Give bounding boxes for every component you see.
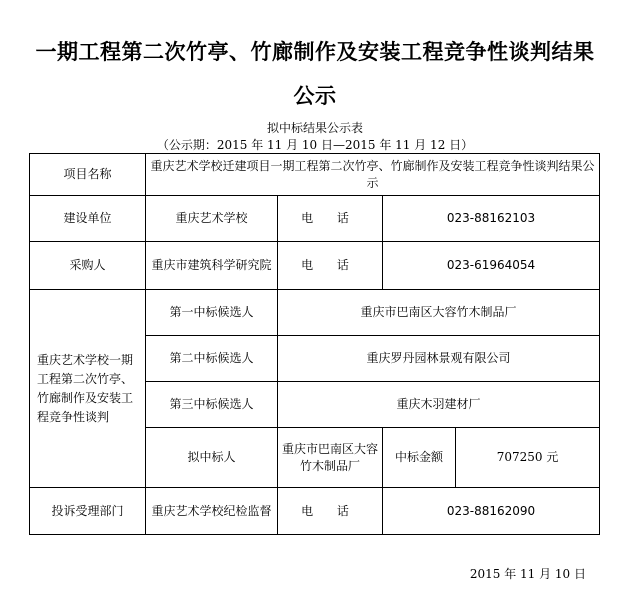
candidate1-value: 重庆市巴南区大容竹木制品厂	[278, 290, 600, 336]
candidate1-label: 第一中标候选人	[146, 290, 278, 336]
complaint-phone-label: 电 话	[278, 488, 383, 535]
project-value: 重庆艺术学校迁建项目一期工程第二次竹亭、竹廊制作及安装工程竞争性谈判结果公示	[146, 154, 600, 196]
winner-label: 拟中标人	[146, 428, 278, 488]
document-title-line1: 一期工程第二次竹亭、竹廊制作及安装工程竞争性谈判结果	[35, 40, 595, 64]
purchaser-value: 重庆市建筑科学研究院	[146, 242, 278, 290]
amount-value: 707250 元	[456, 428, 600, 488]
purchaser-phone-label: 电 话	[278, 242, 383, 290]
winner-value: 重庆市巴南区大容竹木制品厂	[278, 428, 383, 488]
result-table	[29, 153, 600, 535]
candidate3-label: 第三中标候选人	[146, 382, 278, 428]
row-complaint	[30, 488, 600, 535]
section-label: 重庆艺术学校一期工程第二次竹亭、竹廊制作及安装工程竞争性谈判	[30, 290, 146, 488]
complaint-label: 投诉受理部门	[30, 488, 146, 535]
row-builder	[30, 196, 600, 242]
row-project	[30, 154, 600, 196]
builder-label: 建设单位	[30, 196, 146, 242]
document-title-line2: 公示	[293, 84, 337, 108]
candidate2-value: 重庆罗丹园林景观有限公司	[278, 336, 600, 382]
amount-label: 中标金额	[383, 428, 456, 488]
purchaser-phone: 023-61964054	[383, 242, 600, 290]
project-label: 项目名称	[30, 154, 146, 196]
candidate2-label: 第二中标候选人	[146, 336, 278, 382]
complaint-phone: 023-88162090	[383, 488, 600, 535]
complaint-value: 重庆艺术学校纪检监督	[146, 488, 278, 535]
purchaser-label: 采购人	[30, 242, 146, 290]
document-date: 2015 年 11 月 10 日	[469, 567, 586, 581]
builder-phone-label: 电 话	[278, 196, 383, 242]
builder-value: 重庆艺术学校	[146, 196, 278, 242]
table-subtitle: 拟中标结果公示表	[266, 121, 363, 135]
row-purchaser	[30, 242, 600, 290]
announcement-period: （公示期：2015 年 11 月 10 日—2015 年 11 月 12 日）	[156, 138, 474, 152]
candidate3-value: 重庆木羽建材厂	[278, 382, 600, 428]
builder-phone: 023-88162103	[383, 196, 600, 242]
row-candidate1	[30, 290, 600, 336]
